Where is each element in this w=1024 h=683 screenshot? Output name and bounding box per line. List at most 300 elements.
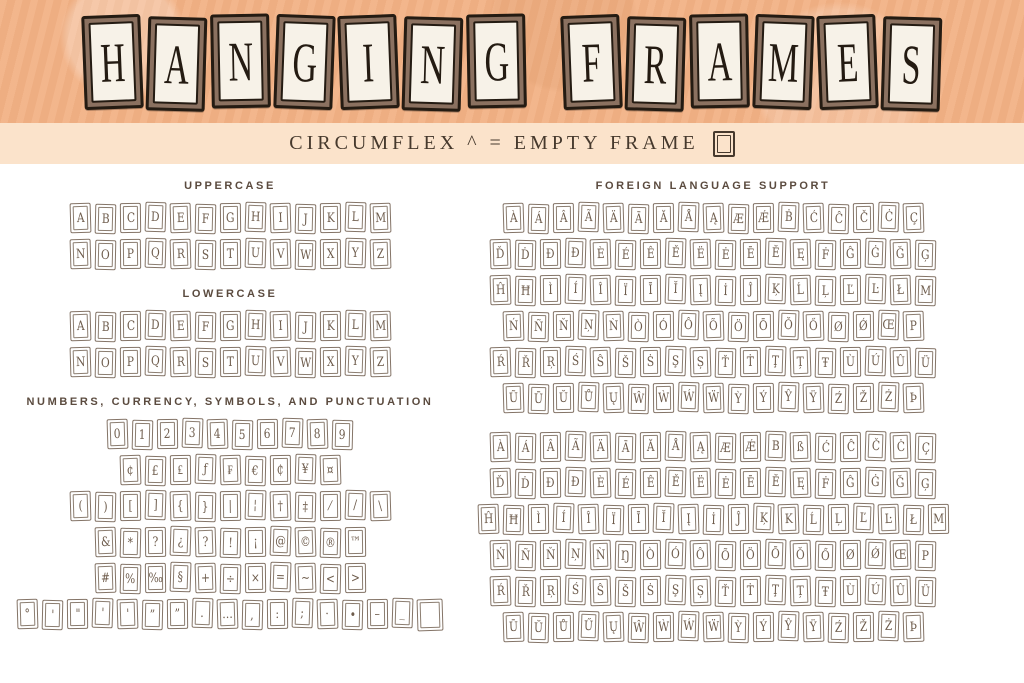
glyph: Ń: [508, 318, 518, 334]
glyph: H: [250, 317, 260, 333]
glyph: C: [125, 210, 135, 226]
glyph-frame: [865, 539, 887, 570]
glyph-paper: [793, 278, 809, 302]
glyph: Ù: [845, 583, 856, 599]
glyph-paper: [780, 614, 796, 638]
glyph-frame: [652, 503, 674, 534]
glyph-frame: [602, 383, 624, 414]
glyph-paper: [322, 567, 338, 591]
glyph-frame: [752, 383, 773, 413]
glyph-row: [490, 432, 936, 462]
glyph-frame: [677, 611, 699, 642]
glyph-frame: [765, 346, 787, 377]
glyph: M: [374, 318, 386, 334]
glyph-frame: [890, 239, 912, 270]
glyph-paper: [197, 207, 213, 231]
glyph-frame: [627, 204, 649, 234]
glyph-paper: [893, 543, 909, 567]
glyph: S: [201, 355, 209, 371]
banner-letter-paper: [281, 21, 329, 103]
glyph-paper: [693, 242, 709, 266]
glyph-paper: [272, 314, 288, 338]
glyph-frame: [640, 468, 661, 498]
glyph: (: [77, 498, 83, 514]
glyph-paper: [893, 350, 909, 374]
glyph-paper: [655, 386, 670, 410]
glyph: :: [275, 606, 280, 622]
glyph-frame: [865, 238, 887, 269]
glyph: Ä: [596, 439, 605, 455]
glyph-frame: [627, 613, 649, 643]
glyph: Ĭ: [660, 510, 666, 526]
glyph-frame: [640, 275, 661, 305]
glyph-paper: [768, 434, 784, 458]
glyph-frame: [890, 468, 912, 499]
glyph-paper: [297, 315, 313, 339]
glyph-frame: [615, 541, 637, 571]
glyph-frame: [194, 563, 216, 594]
glyph-frame: [677, 310, 699, 341]
glyph-frame: [602, 311, 624, 342]
glyph-frame: [319, 455, 341, 486]
glyph-paper: [222, 206, 237, 230]
glyph: Ķ: [758, 510, 768, 526]
glyph-frame: [615, 577, 637, 607]
glyph-frame: [294, 240, 316, 270]
glyph: Í: [560, 510, 566, 526]
glyph-paper: [347, 241, 363, 265]
glyph-paper: [147, 493, 163, 517]
glyph: Ŵ: [632, 391, 644, 407]
glyph-frame: [890, 347, 912, 378]
glyph-frame: [344, 238, 366, 269]
glyph: Ċ: [883, 209, 893, 225]
glyph: ©: [299, 534, 311, 550]
glyph-frame: [740, 576, 761, 606]
glyph: Y: [351, 353, 359, 369]
glyph: P: [909, 318, 917, 334]
glyph-frame: [502, 203, 524, 234]
banner-letter-paper: [473, 20, 520, 101]
glyph-frame: [490, 239, 512, 270]
glyph-paper: [630, 207, 646, 231]
glyph: Ù: [845, 354, 856, 370]
glyph-frame: [802, 383, 824, 414]
glyph-paper: [918, 580, 934, 604]
glyph-paper: [693, 471, 709, 495]
glyph-frame: [902, 505, 924, 535]
glyph-frame: [294, 527, 316, 558]
glyph-paper: [743, 242, 758, 266]
glyph-frame: [527, 613, 549, 643]
glyph-paper: [718, 472, 734, 496]
glyph-frame: [640, 540, 661, 570]
glyph-paper: [222, 458, 238, 482]
glyph-frame: [344, 563, 365, 593]
glyph-frame: [319, 491, 340, 521]
glyph-frame: [369, 203, 391, 234]
glyph-paper: [668, 349, 684, 373]
glyph-frame: [765, 575, 787, 606]
glyph: Ģ: [921, 476, 930, 492]
glyph-paper: [893, 579, 909, 603]
glyph: ß: [796, 439, 805, 455]
glyph: ,: [250, 607, 255, 623]
glyph-paper: [272, 565, 288, 589]
glyph: Ó: [670, 546, 681, 562]
glyph-frame: [367, 599, 388, 629]
glyph-frame: [577, 611, 599, 642]
glyph-paper: [818, 580, 834, 604]
glyph-paper: [568, 241, 584, 265]
glyph-frame: [169, 491, 191, 522]
glyph-frame: [119, 311, 140, 341]
glyph-frame: [577, 310, 599, 341]
glyph-frame: [477, 504, 499, 535]
glyph: §: [177, 569, 183, 585]
glyph: Ẁ: [657, 390, 669, 406]
glyph: Ņ: [570, 546, 581, 562]
banner-letter: I: [361, 30, 376, 93]
glyph-frame: [590, 468, 612, 499]
glyph: Ü: [920, 355, 931, 371]
glyph-frame: [144, 238, 166, 269]
glyph: Ǿ: [870, 546, 881, 562]
glyph-paper: [880, 507, 896, 531]
section-heading: NUMBERS, CURRENCY, SYMBOLS, AND PUNCTUATION: [26, 396, 434, 408]
glyph-paper: [518, 580, 534, 604]
glyph-frame: [777, 382, 799, 413]
glyph: …: [221, 606, 234, 622]
glyph-frame: [890, 432, 912, 463]
glyph-frame: [815, 541, 837, 571]
banner-letter: M: [767, 29, 800, 94]
glyph-frame: [602, 203, 624, 234]
glyph-paper: [530, 507, 545, 531]
banner-letter: E: [835, 30, 860, 93]
glyph-paper: [593, 579, 609, 603]
glyph-paper: [793, 350, 809, 374]
glyph-frame: [269, 347, 291, 378]
glyph-row: [503, 612, 924, 642]
glyph-paper: [868, 241, 884, 265]
glyph-frame: [490, 540, 512, 571]
glyph-paper: [768, 542, 784, 566]
glyph: U: [250, 245, 260, 261]
glyph-frame: [677, 202, 699, 233]
glyph-paper: [580, 507, 596, 531]
glyph-frame: [640, 432, 661, 462]
glyph-frame: [740, 432, 761, 462]
glyph: Ő: [808, 318, 818, 334]
glyph: Ẁ: [657, 619, 669, 635]
glyph-paper: [568, 277, 584, 301]
glyph: É: [621, 247, 630, 263]
glyph: Ä: [608, 210, 618, 226]
glyph: Ş: [671, 582, 680, 598]
glyph-paper: [893, 435, 909, 459]
glyph: 6: [264, 426, 271, 442]
glyph-frame: [727, 204, 749, 234]
glyph-paper: [680, 313, 696, 337]
glyph-frame: [515, 469, 537, 499]
glyph-paper: [880, 385, 896, 409]
glyph: Ð: [570, 245, 581, 261]
glyph-paper: [322, 531, 338, 555]
glyph-frame: [877, 504, 899, 535]
section-heading: UPPERCASE: [184, 180, 276, 192]
glyph-frame: [565, 431, 587, 462]
glyph-paper: [97, 495, 113, 519]
glyph: Ṫ: [746, 354, 755, 370]
glyph-frame: [740, 239, 761, 269]
glyph-frame: [815, 469, 837, 499]
glyph-frame: [827, 504, 848, 534]
glyph-frame: [927, 504, 948, 534]
glyph-paper: [295, 601, 311, 625]
glyph-row: [70, 347, 391, 377]
glyph: Ǹ: [608, 318, 618, 334]
glyph-paper: [893, 278, 909, 302]
glyph: I: [277, 210, 283, 226]
glyph-frame: [552, 612, 573, 642]
glyph: K: [325, 210, 335, 226]
glyph-paper: [172, 458, 187, 482]
glyph: Â: [559, 210, 567, 226]
glyph: ⁄: [329, 498, 331, 514]
glyph-paper: [145, 603, 161, 627]
glyph-paper: [768, 470, 784, 494]
glyph: Û: [895, 583, 906, 599]
glyph-frame: [244, 310, 266, 341]
glyph-paper: [768, 277, 784, 301]
glyph-paper: [222, 567, 238, 591]
glyph-row: [490, 275, 936, 305]
glyph: Ṡ: [646, 583, 655, 599]
section-uppercase: [70, 180, 391, 275]
glyph: Ú: [870, 582, 881, 598]
glyph-frame: [219, 239, 240, 269]
glyph-paper: [322, 206, 337, 230]
glyph: Ā: [621, 440, 630, 456]
glyph-paper: [122, 494, 137, 518]
glyph-paper: [322, 242, 337, 266]
glyph: Q: [150, 353, 160, 369]
glyph-frame: [765, 431, 787, 462]
banner-letter: H: [98, 29, 126, 94]
glyph: Ü: [920, 584, 931, 600]
glyph-frame: [727, 384, 749, 414]
glyph-frame: [244, 527, 265, 557]
glyph-frame: [902, 383, 924, 414]
glyph-paper: [780, 313, 796, 337]
glyph: Ţ: [771, 582, 780, 598]
glyph: Ĝ: [846, 246, 855, 262]
glyph-paper: [830, 387, 846, 411]
glyph-paper: [222, 494, 237, 518]
glyph: Ť: [721, 584, 730, 600]
banner-letter-paper: [567, 21, 615, 103]
banner-letter-paper: [760, 21, 808, 103]
glyph: Ū: [508, 619, 518, 635]
glyph-paper: [72, 206, 88, 230]
glyph: Õ: [720, 548, 731, 564]
glyph-frame: [840, 468, 861, 498]
glyph: Z: [376, 246, 384, 262]
glyph-paper: [493, 435, 509, 459]
glyph-paper: [618, 279, 634, 303]
glyph-paper: [568, 542, 584, 566]
glyph-frame: [527, 384, 549, 414]
glyph: F: [201, 211, 209, 227]
glyph-paper: [855, 206, 870, 230]
glyph-frame: [640, 347, 661, 377]
glyph: Ŝ: [596, 354, 605, 370]
glyph-frame: [590, 275, 612, 306]
glyph: 7: [288, 425, 297, 441]
glyph: ”: [174, 606, 181, 622]
glyph-paper: [793, 242, 809, 266]
glyph-frame: [752, 503, 774, 534]
glyph-paper: [805, 206, 821, 230]
glyph: \: [377, 498, 383, 514]
glyph-paper: [718, 279, 734, 303]
glyph-paper: [843, 242, 858, 266]
glyph: W: [299, 355, 311, 371]
glyph: Ï: [623, 283, 628, 299]
glyph-paper: [420, 602, 441, 629]
glyph-paper: [72, 314, 88, 338]
glyph: Ě: [671, 245, 680, 261]
glyph-frame: [167, 599, 188, 629]
glyph-frame: [515, 577, 537, 607]
glyph: U: [250, 353, 260, 369]
glyph-frame: [815, 348, 837, 378]
glyph-paper: [918, 436, 934, 460]
glyph: Ã: [571, 438, 580, 454]
glyph-frame: [94, 527, 116, 558]
glyph: Ų: [608, 619, 618, 635]
glyph: ¦: [252, 497, 258, 513]
glyph: ®: [324, 535, 336, 551]
glyph: Ő: [820, 548, 831, 564]
glyph: P: [126, 246, 134, 262]
glyph-frame: [490, 347, 512, 378]
glyph-frame: [690, 468, 712, 499]
glyph-paper: [718, 351, 734, 375]
glyph: *: [127, 535, 133, 551]
glyph-paper: [97, 530, 113, 554]
glyph-frame: [319, 564, 341, 594]
glyph-frame: [294, 563, 316, 594]
glyph-paper: [518, 279, 534, 303]
glyph: ?: [201, 534, 209, 550]
glyph: È: [596, 475, 605, 491]
glyph: Ŀ: [871, 281, 880, 297]
glyph-frame: [690, 275, 712, 306]
glyph: Ø: [833, 319, 843, 335]
glyph-frame: [627, 312, 649, 342]
glyph-frame: [540, 468, 561, 498]
glyph-paper: [918, 279, 934, 303]
glyph-frame: [890, 275, 912, 306]
glyph: Ē: [746, 246, 755, 262]
glyph-paper: [843, 435, 858, 459]
glyph: È: [596, 246, 605, 262]
glyph-frame: [182, 418, 204, 449]
glyph-paper: [147, 566, 162, 590]
banner-letter-frame: [560, 13, 623, 109]
glyph: •: [349, 607, 356, 623]
glyph-row: [120, 455, 341, 485]
glyph-paper: [147, 313, 163, 337]
banner-letter-paper: [888, 23, 935, 104]
glyph-paper: [818, 436, 834, 460]
glyph: A: [75, 318, 85, 334]
glyph-paper: [855, 615, 870, 639]
glyph-paper: [122, 531, 138, 555]
glyph-sheet: [0, 164, 1024, 683]
glyph-frame: [169, 347, 191, 378]
glyph-row: [503, 311, 924, 341]
glyph-paper: [505, 508, 521, 532]
section-heading: LOWERCASE: [182, 288, 278, 300]
glyph-frame: [244, 490, 266, 521]
glyph-frame: [269, 562, 291, 593]
glyph-paper: [543, 435, 558, 459]
glyph-frame: [615, 433, 637, 463]
glyph: Ĥ: [495, 282, 506, 298]
glyph-paper: [705, 314, 721, 338]
glyph-paper: [518, 544, 534, 568]
glyph-paper: [297, 207, 313, 231]
glyph-frame: [652, 612, 673, 642]
glyph-paper: [555, 206, 570, 230]
glyph: Ë: [696, 246, 705, 262]
glyph: Ĵ: [735, 511, 741, 527]
glyph: Ŵ: [632, 620, 644, 636]
glyph: Ǿ: [858, 318, 868, 334]
glyph-frame: [827, 613, 849, 643]
glyph-frame: [665, 274, 687, 305]
glyph-paper: [880, 614, 896, 638]
glyph-paper: [680, 205, 696, 229]
glyph-frame: [552, 203, 573, 233]
glyph-paper: [880, 313, 896, 337]
glyph-paper: [172, 314, 188, 338]
glyph-frame: [307, 419, 329, 450]
glyph: Ḃ: [783, 209, 793, 225]
glyph-frame: [144, 202, 166, 233]
glyph-paper: [297, 495, 313, 519]
glyph: &: [100, 534, 110, 550]
glyph-paper: [593, 435, 609, 459]
glyph: Ł: [909, 512, 917, 528]
glyph: B: [771, 438, 780, 454]
glyph: S: [201, 247, 209, 263]
glyph-frame: [652, 383, 673, 413]
glyph-frame: [915, 348, 937, 378]
glyph: [: [127, 498, 133, 514]
glyph-frame: [242, 600, 264, 630]
glyph: Ļ: [834, 511, 842, 527]
glyph-frame: [840, 239, 861, 269]
glyph: Ŗ: [546, 354, 555, 370]
glyph-frame: [267, 599, 288, 629]
glyph-paper: [505, 386, 521, 410]
glyph-paper: [297, 243, 313, 267]
glyph-frame: [294, 312, 316, 342]
